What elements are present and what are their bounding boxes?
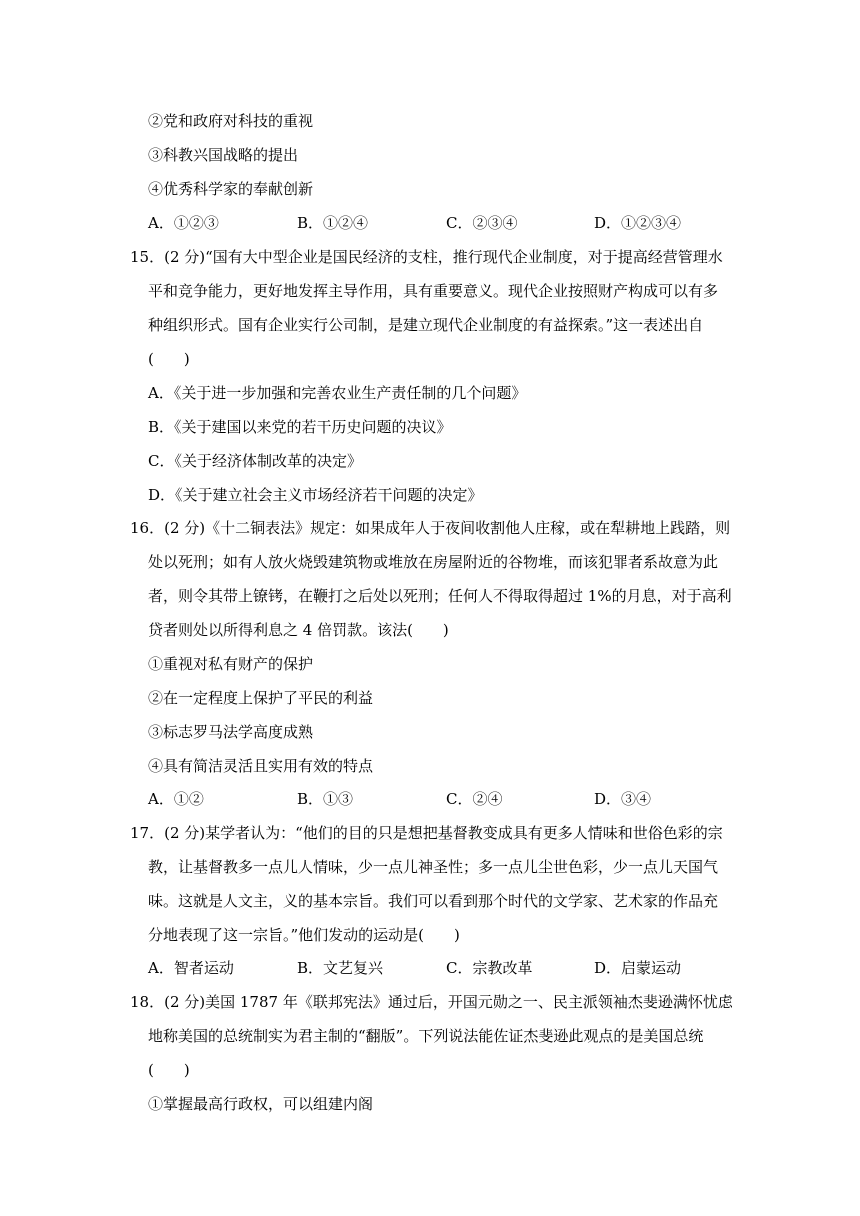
q16-option-c: C．②④ [446,790,503,808]
q14-item-4: ④优秀科学家的奉献创新 [148,180,314,198]
q15-option-b: B．《关于建国以来党的若干历史问题的决议》 [148,418,452,436]
q16-item-1: ①重视对私有财产的保护 [148,655,314,673]
q14-option-d: D．①②③④ [594,214,682,232]
q16-option-a: A．①② [148,790,204,808]
q18-item-1: ①掌握最高行政权，可以组建内阁 [148,1095,374,1113]
q16-stem-line-2: 处以死刑；如有人放火烧毁建筑物或堆放在房屋附近的谷物堆，而该犯罪者系故意为此 [148,553,719,571]
q15-option-d: D．《关于建立社会主义市场经济若干问题的决定》 [148,486,483,504]
q16-stem-line-1: 16．(2 分)《十二铜表法》规定：如果成年人于夜间收割他人庄稼，或在犁耕地上践踏，则 [130,519,731,537]
q16-item-4: ④具有简洁灵活且实用有效的特点 [148,757,374,775]
q18-stem-line-1: 18．(2 分)美国 1787 年《联邦宪法》通过后，开国元勋之一、民主派领袖杰斐逊满怀忧虑 [130,993,733,1011]
q16-stem-line-3: 者，则令其带上镣铐，在鞭打之后处以死刑；任何人不得取得超过 1%的月息，对于高利 [148,587,732,605]
q16-stem-line-4: 贷者则处以所得利息之 4 倍罚款。该法( ) [148,621,449,639]
q15-stem-line-2: 平和竞争能力，更好地发挥主导作用，具有重要意义。现代企业按照财产构成可以有多 [148,282,719,300]
q14-option-a: A．①②③ [148,214,219,232]
q15-option-c: C．《关于经济体制改革的决定》 [148,452,362,470]
q14-item-3: ③科教兴国战略的提出 [148,146,299,164]
q16-option-d: D．③④ [594,790,652,808]
q17-option-d: D．启蒙运动 [594,959,682,977]
q18-stem-line-2: 地称美国的总统制实为君主制的“翻版”。下列说法能佐证杰斐逊此观点的是美国总统 [148,1027,704,1045]
q14-option-c: C．②③④ [446,214,518,232]
q16-item-2: ②在一定程度上保护了平民的利益 [148,689,374,707]
q15-option-a: A．《关于进一步加强和完善农业生产责任制的几个问题》 [148,384,527,402]
q16-option-b: B．①③ [297,790,354,808]
q17-option-a: A．智者运动 [148,959,234,977]
q17-stem-line-2: 教，让基督教多一点儿人情味，少一点儿神圣性；多一点儿尘世色彩，少一点儿天国气 [148,858,719,876]
q15-stem-line-1: 15．(2 分)“国有大中型企业是国民经济的支柱，推行现代企业制度，对于提高经营管理水 [130,248,723,266]
q17-option-b: B．文艺复兴 [297,959,384,977]
q17-stem-line-3: 味。这就是人文主，义的基本宗旨。我们可以看到那个时代的文学家、艺术家的作品充 [148,892,719,910]
q18-stem-line-3: ( ) [148,1061,190,1079]
q17-option-c: C．宗教改革 [446,959,533,977]
q14-option-b: B．①②④ [297,214,369,232]
q14-item-2: ②党和政府对科技的重视 [148,112,314,130]
q17-stem-line-4: 分地表现了这一宗旨。”他们发动的运动是( ) [148,926,460,944]
q15-stem-line-4: ( ) [148,350,190,368]
q16-item-3: ③标志罗马法学高度成熟 [148,723,314,741]
q17-stem-line-1: 17．(2 分)某学者认为：“他们的目的只是想把基督教变成具有更多人情味和世俗色彩的宗 [130,824,723,842]
q15-stem-line-3: 种组织形式。国有企业实行公司制，是建立现代企业制度的有益探索。”这一表述出自 [148,316,704,334]
